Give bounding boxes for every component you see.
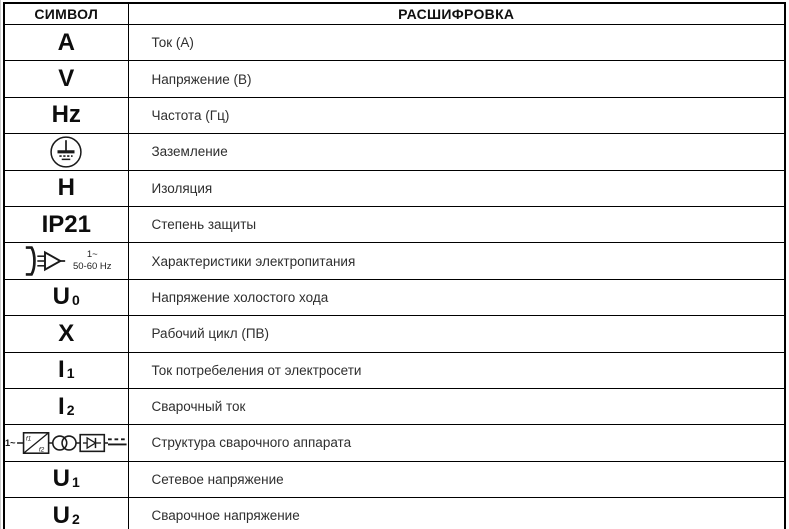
table-row (4, 134, 785, 170)
description-cell: Характеристики электропитания (128, 243, 785, 279)
power-supply-labels (73, 249, 112, 273)
table-row (4, 206, 785, 242)
table-row (4, 97, 785, 133)
symbol-cell (4, 498, 128, 529)
symbol-cell (4, 134, 128, 170)
power-supply-icon (5, 243, 128, 278)
description-cell: Сварочный ток (128, 388, 785, 424)
description-cell: Изоляция (128, 170, 785, 206)
table-row (4, 61, 785, 97)
symbol-cell (4, 206, 128, 242)
description-cell: Структура сварочного аппарата (128, 425, 785, 461)
symbol-text: H (57, 174, 75, 202)
table-row (4, 461, 785, 497)
header-symbol: СИМВОЛ (4, 3, 128, 25)
table-row (4, 279, 785, 315)
description-cell: Рабочий цикл (ПВ) (128, 316, 785, 352)
description-cell: Сетевое напряжение (128, 461, 785, 497)
table-row (4, 316, 785, 352)
symbol-subscript: 1 (66, 365, 75, 382)
description-cell: Частота (Гц) (128, 97, 785, 133)
description-cell: Напряжение холостого хода (128, 279, 785, 315)
symbol-cell (4, 461, 128, 497)
table-row (4, 352, 785, 388)
symbol-cell (4, 279, 128, 315)
symbol-subscript: 0 (72, 292, 80, 309)
symbol-text: U (52, 501, 71, 529)
symbol-text: IP21 (41, 210, 91, 238)
symbol-cell (4, 388, 128, 424)
symbol-text: Hz (51, 101, 81, 129)
svg-text:f1: f1 (25, 435, 32, 443)
table-header-row (4, 3, 785, 25)
symbol-cell (4, 352, 128, 388)
symbol-text: U (52, 283, 71, 311)
table-row (4, 425, 785, 461)
symbol-cell (4, 243, 128, 279)
symbol-cell (4, 25, 128, 61)
page-edge-line (0, 0, 1, 529)
symbol-cell (4, 97, 128, 133)
description-cell: Ток потребеления от электросети (128, 352, 785, 388)
symbol-cell (4, 316, 128, 352)
phase-label: 1~ (86, 249, 98, 261)
symbol-text: V (58, 65, 75, 93)
header-description: РАСШИФРОВКА (128, 3, 785, 25)
table-row (4, 388, 785, 424)
description-cell: Сварочное напряжение (128, 498, 785, 529)
symbol-subscript: 1 (72, 474, 80, 491)
ground-icon (5, 134, 128, 169)
table-row (4, 498, 785, 529)
table-row (4, 170, 785, 206)
table-row (4, 243, 785, 279)
symbol-text: I (58, 392, 65, 420)
svg-text:f2: f2 (38, 446, 45, 454)
description-cell: Напряжение (В) (128, 61, 785, 97)
symbols-table (3, 2, 786, 529)
symbol-text: I (58, 356, 65, 384)
description-cell: Заземление (128, 134, 785, 170)
symbol-subscript: 2 (66, 401, 75, 418)
welder-structure-icon (5, 425, 128, 460)
symbol-text: A (57, 28, 75, 56)
symbol-text: X (58, 319, 75, 347)
symbol-subscript: 2 (72, 510, 80, 527)
table-row (4, 25, 785, 61)
symbol-cell (4, 61, 128, 97)
description-cell: Ток (А) (128, 25, 785, 61)
symbol-cell (4, 170, 128, 206)
symbol-text: U (52, 465, 71, 493)
symbol-cell (4, 425, 128, 461)
frequency-label: 50-60 Hz (72, 261, 112, 273)
description-cell: Степень защиты (128, 206, 785, 242)
svg-text:1~: 1~ (5, 438, 16, 449)
